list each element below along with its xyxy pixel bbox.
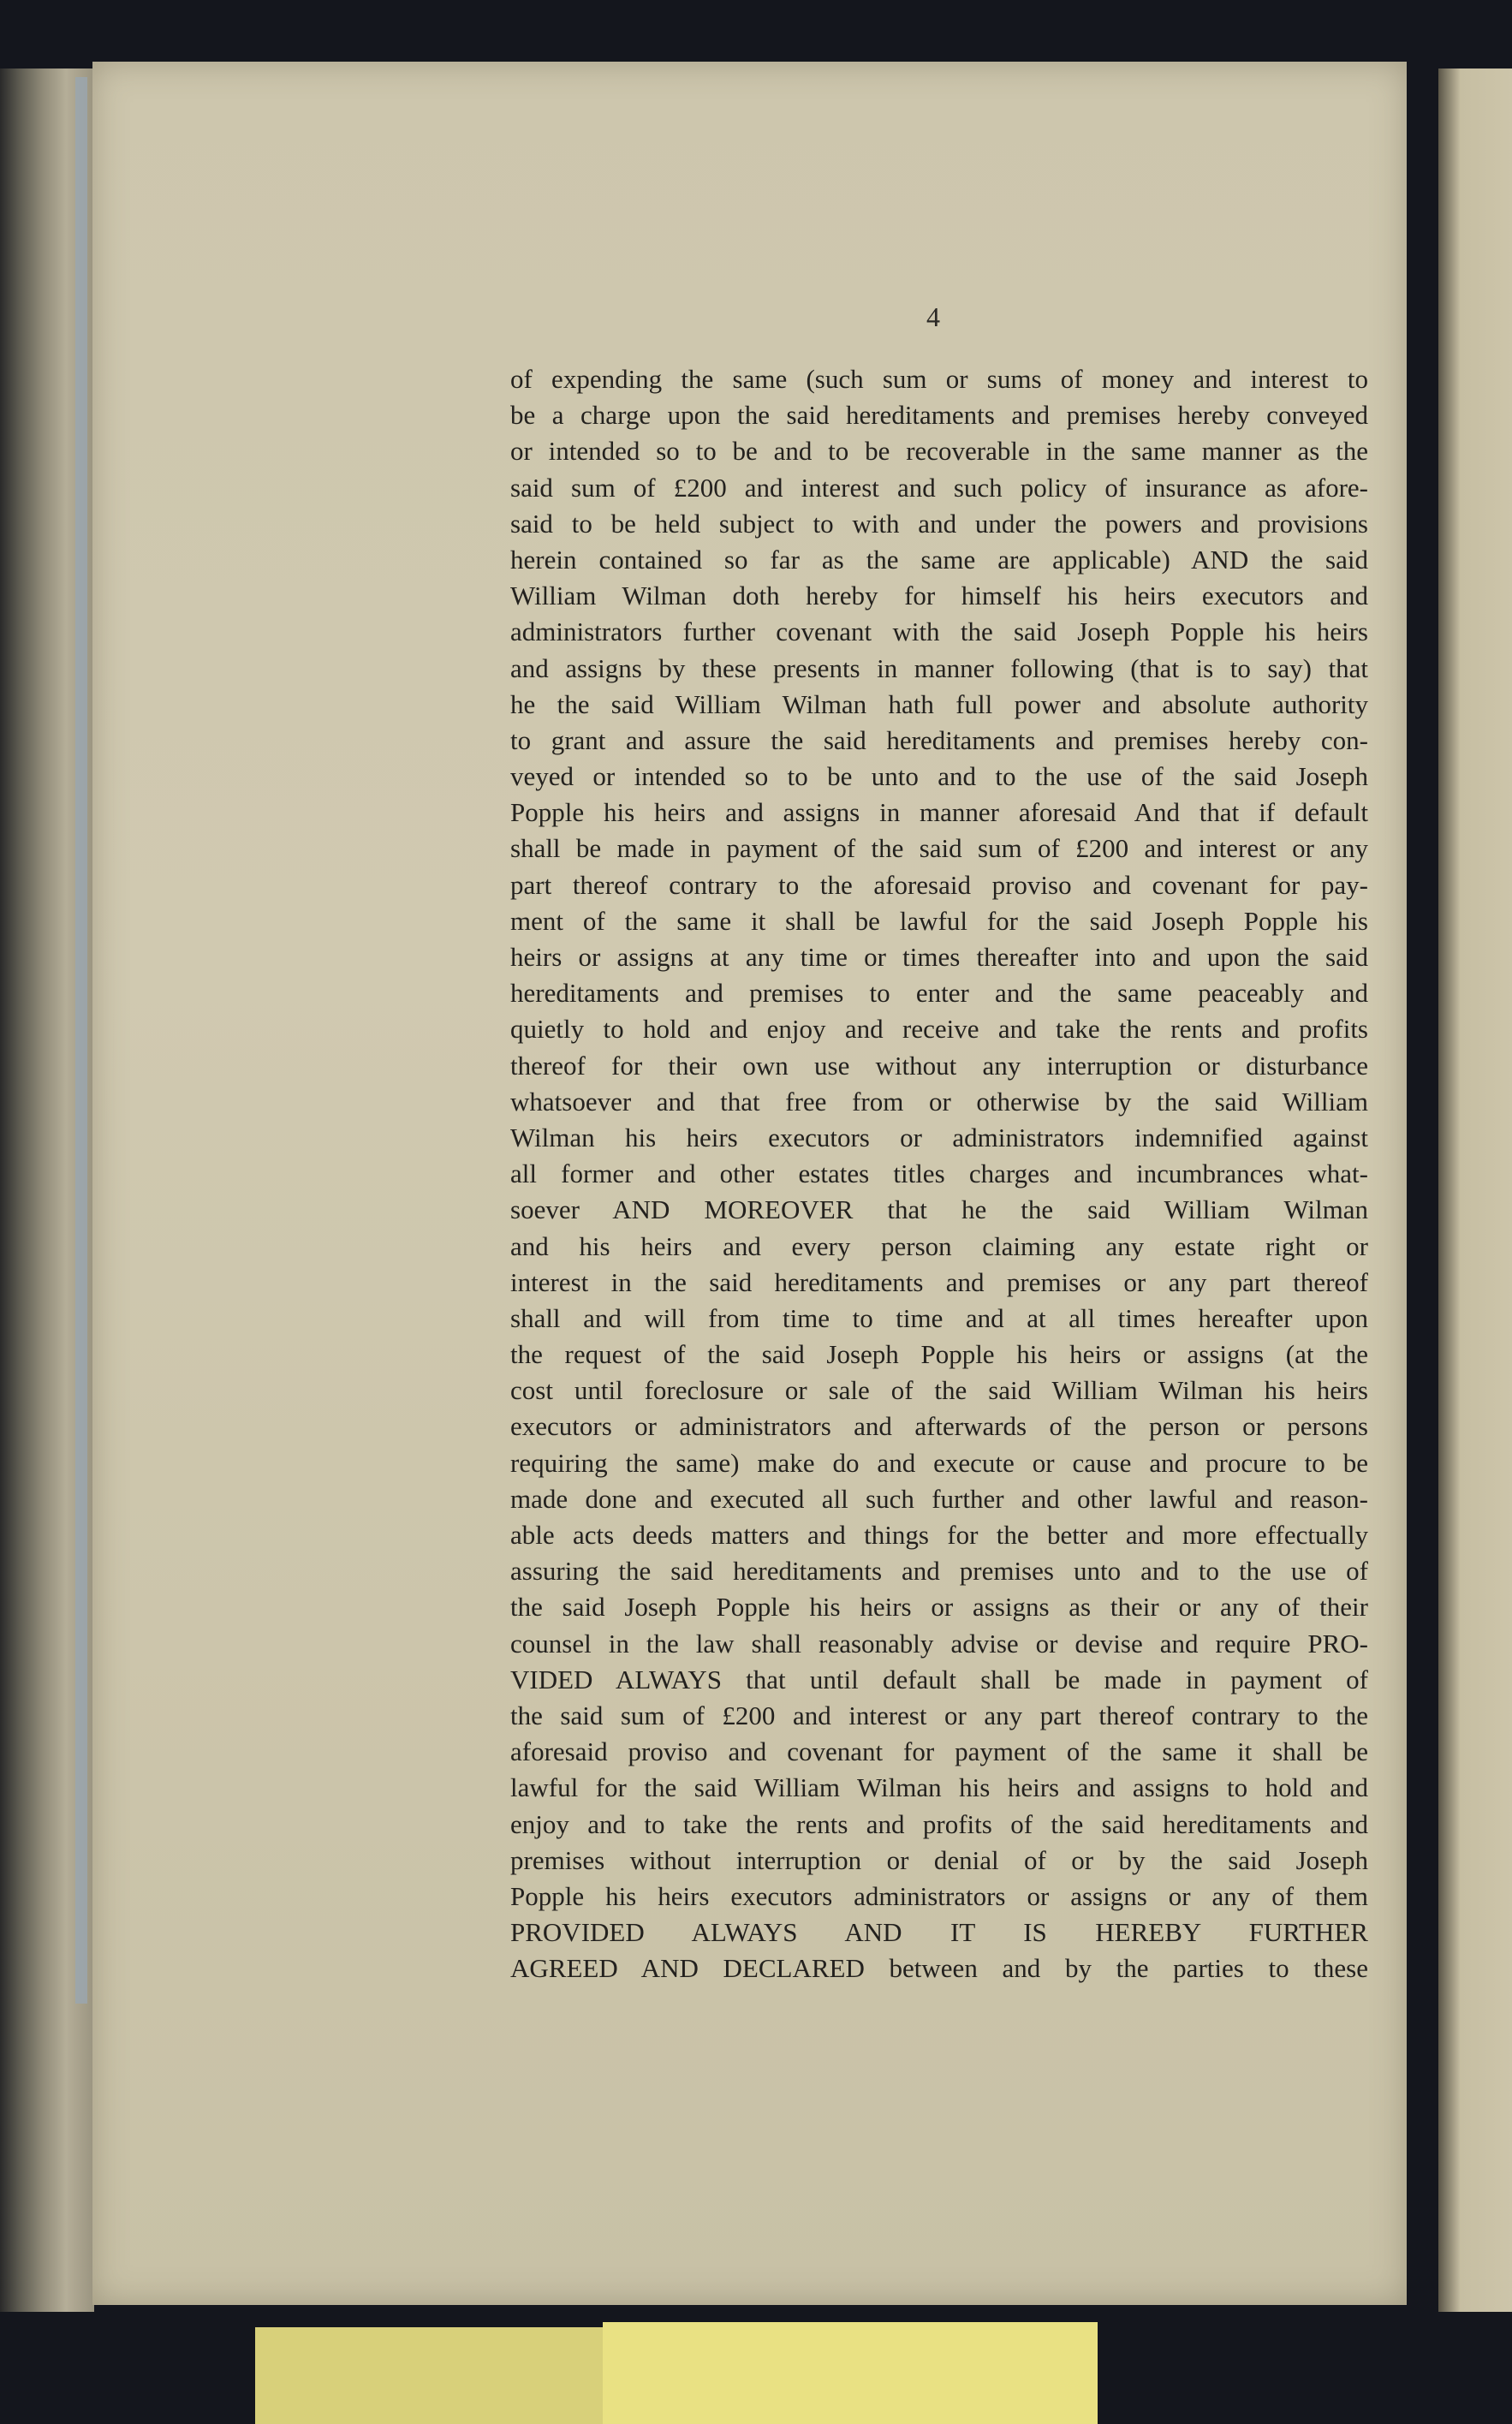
- text-line: William Wilman doth hereby for himself his heirs executors and: [510, 581, 1368, 611]
- text-line: enjoy and to take the rents and profits of the said hereditaments and: [510, 1808, 1368, 1839]
- text-line: said sum of £200 and interest and such policy of insurance as afore-: [510, 472, 1368, 503]
- text-line: veyed or intended so to be unto and to the use of the said Joseph: [510, 761, 1368, 792]
- text-line: to grant and assure the said hereditaments and premises hereby con-: [510, 724, 1368, 755]
- text-line: PROVIDED ALWAYS AND IT IS HEREBY FURTHER: [510, 1917, 1368, 1948]
- text-line: the said sum of £200 and interest or any part thereof contrary to the: [510, 1700, 1368, 1730]
- text-line: heirs or assigns at any time or times thereafter into and upon the said: [510, 942, 1368, 972]
- text-line: cost until foreclosure or sale of the said William Wilman his heirs: [510, 1375, 1368, 1406]
- text-line: of expending the same (such sum or sums of money and interest to: [510, 364, 1368, 394]
- text-line: aforesaid proviso and covenant for payment of the same it shall be: [510, 1736, 1368, 1767]
- text-line: counsel in the law shall reasonably advise or devise and require PRO-: [510, 1628, 1368, 1659]
- text-line: the request of the said Joseph Popple his heirs or assigns (at the: [510, 1339, 1368, 1370]
- text-line: interest in the said hereditaments and premises or any part thereof: [510, 1266, 1368, 1297]
- text-line: Popple his heirs executors administrators or assigns or any of them: [510, 1880, 1368, 1911]
- text-line: said to be held subject to with and under the powers and provisions: [510, 508, 1368, 539]
- text-line: shall be made in payment of the said sum of £200 and interest or any: [510, 833, 1368, 864]
- text-line: administrators further covenant with the said Joseph Popple his heirs: [510, 616, 1368, 647]
- text-line: quietly to hold and enjoy and receive and take the rents and profits: [510, 1014, 1368, 1045]
- text-line: made done and executed all such further and other lawful and reason-: [510, 1483, 1368, 1514]
- body-text: [510, 361, 1368, 1986]
- text-line: the said Joseph Popple his heirs or assigns as their or any of their: [510, 1592, 1368, 1623]
- text-line: hereditaments and premises to enter and the same peaceably and: [510, 978, 1368, 1009]
- text-line: be a charge upon the said hereditaments and premises hereby conveyed: [510, 400, 1368, 431]
- text-line: requiring the same) make do and execute or cause and procure to be: [510, 1447, 1368, 1478]
- text-line: thereof for their own use without any interruption or disturbance: [510, 1050, 1368, 1081]
- text-line: all former and other estates titles charges and incumbrances what-: [510, 1158, 1368, 1189]
- text-line: assuring the said hereditaments and premises unto and to the use of: [510, 1556, 1368, 1587]
- text-line: shall and will from time to time and at all times hereafter upon: [510, 1302, 1368, 1333]
- text-line: and his heirs and every person claiming any estate right or: [510, 1230, 1368, 1261]
- text-line: part thereof contrary to the aforesaid proviso and covenant for pay-: [510, 869, 1368, 900]
- text-line: soever AND MOREOVER that he the said William Wilman: [510, 1194, 1368, 1225]
- sticky-note-right: [603, 2322, 1098, 2424]
- text-line: or intended so to be and to be recoverable in the same manner as the: [510, 436, 1368, 467]
- text-line: whatsoever and that free from or otherwise by the said William: [510, 1086, 1368, 1117]
- adjacent-page-edge: [1438, 68, 1512, 2312]
- text-line: herein contained so far as the same are applicable) AND the said: [510, 544, 1368, 575]
- text-line: and assigns by these presents in manner following (that is to say) that: [510, 652, 1368, 683]
- text-line: able acts deeds matters and things for the better and more effectually: [510, 1520, 1368, 1550]
- text-line: AGREED AND DECLARED between and by the parties to these: [510, 1953, 1368, 1984]
- sticky-note-left: [255, 2327, 603, 2424]
- text-line: Popple his heirs and assigns in manner aforesaid And that if default: [510, 797, 1368, 828]
- text-line: Wilman his heirs executors or administrators indemnified against: [510, 1122, 1368, 1152]
- text-line: VIDED ALWAYS that until default shall be made in payment of: [510, 1664, 1368, 1694]
- page-number: 4: [926, 301, 940, 332]
- text-line: executors or administrators and afterwards of the person or persons: [510, 1411, 1368, 1442]
- text-line: ment of the same it shall be lawful for the said Joseph Popple his: [510, 905, 1368, 936]
- text-line: lawful for the said William Wilman his heirs and assigns to hold and: [510, 1772, 1368, 1803]
- text-line: premises without interruption or denial of or by the said Joseph: [510, 1844, 1368, 1875]
- text-line: he the said William Wilman hath full power and absolute authority: [510, 688, 1368, 719]
- binding-strip: [75, 77, 87, 2004]
